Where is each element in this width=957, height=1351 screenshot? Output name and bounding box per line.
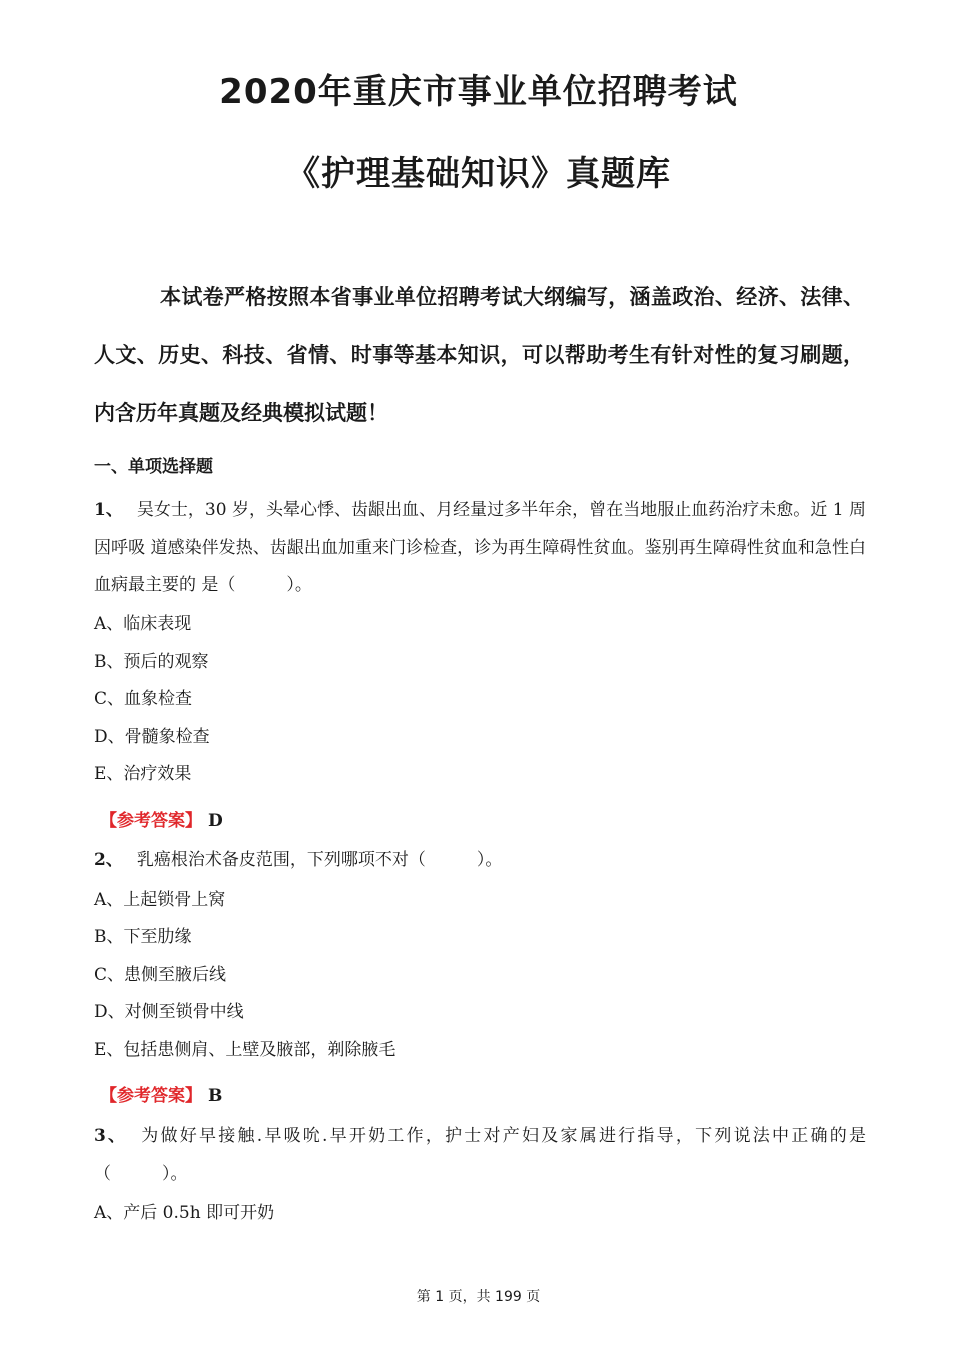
intro-paragraph: 本试卷严格按照本省事业单位招聘考试大纲编写，涵盖政治、经济、法律、人文、历史、科技、省情、时事等基本知识，可以帮助考生有针对性的复习刷题，内含历年真题及经典模拟试题！ [94, 285, 864, 425]
question-number: 3、 [94, 1126, 128, 1146]
option-2e: E、包括患侧肩、上壁及腋部，剃除腋毛 [94, 1040, 396, 1060]
answer-value: B [208, 1086, 223, 1106]
option-1d: D、骨髓象检查 [94, 727, 210, 747]
option-1a: A、临床表现 [94, 614, 192, 634]
answer-2 [100, 1081, 222, 1106]
document-title-line1: 2020年重庆市事业单位招聘考试 [219, 72, 738, 112]
option-2b: B、下至肋缘 [94, 927, 192, 947]
question-1 [94, 492, 866, 605]
question-number: 1、 [94, 500, 123, 520]
option-2c: C、患侧至腋后线 [94, 965, 227, 985]
section-heading: 一、单项选择题 [94, 457, 213, 477]
answer-1 [100, 806, 223, 831]
question-text: 乳癌根治术备皮范围，下列哪项不对（ ）。 [136, 850, 503, 870]
option-1b: B、预后的观察 [94, 652, 209, 672]
option-1e: E、治疗效果 [94, 764, 192, 784]
question-3 [94, 1118, 866, 1193]
option-3a: A、产后 0.5h 即可开奶 [94, 1203, 275, 1223]
question-text: 为做好早接触.早吸吮.早开奶工作，护士对产妇及家属进行指导，下列说法中正确的是（ ）。 [94, 1126, 866, 1184]
option-2d: D、对侧至锁骨中线 [94, 1002, 244, 1022]
option-1c: C、血象检查 [94, 689, 193, 709]
question-number: 2、 [94, 850, 123, 870]
question-text: 吴女士，30 岁，头晕心悸、齿龈出血、月经量过多半年余，曾在当地服止血药治疗未愈。近 1 周因呼吸 道感染伴发热、齿龈出血加重来门诊检查，诊为再生障碍性贫血。鉴别再生障碍性贫血和急性白血病最主要的 是（ ）。 [94, 500, 866, 595]
document-title-line2: 《护理基础知识》真题库 [286, 154, 671, 194]
page-footer: 第 1 页，共 199 页 [416, 1289, 541, 1305]
option-2a: A、上起锁骨上窝 [94, 890, 226, 910]
answer-label: 【参考答案】 [100, 1086, 202, 1106]
answer-label: 【参考答案】 [100, 811, 202, 831]
question-2 [94, 842, 866, 880]
answer-value: D [208, 811, 223, 831]
